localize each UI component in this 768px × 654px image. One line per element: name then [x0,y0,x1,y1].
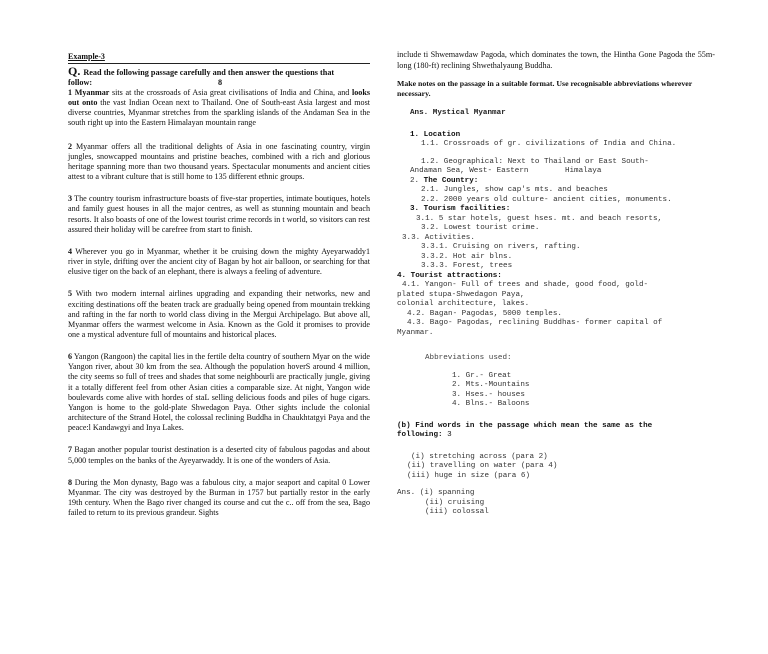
paragraph-text: sits at the crossroads of Asia great civilisations of India and China, and [109,88,353,97]
paragraph-1 [68,88,370,129]
notes-line: 3.2. Lowest tourist crime. [421,224,540,232]
paragraph-text: The country tourism infrastructure boasts of five-star properties, intimate boutiques, hotels and family guest houses in all the major centres, as well as stunning mountain and beach resorts. It also boasts of one of the lowest tourist crime records in t world, so visitors can rest assured their holiday will be carefree from start to finish. [68,194,370,234]
paragraph-text: Bagan another popular tourist destination is a deserted city of fabulous pagodas and about 5,000 temples on the banks of the Ayeyarwaddy. It is one of the wonders of Asia. [68,445,370,465]
abbreviation-item: 4. Blns.- Baloons [452,400,530,408]
answer-item: (ii) cruising [425,498,485,507]
passage-continuation: include ti Shwemawdaw Pagoda, which dominates the town, the Hintha Gone Pagoda the 55m-long (180-ft) reclining Shwethalyaung Buddha. [397,50,715,70]
notes-heading-attractions [397,272,715,282]
notes-line: 1.2. Geographical: Next to Thailand or East South- [421,157,649,166]
notes-line: 2.1. Jungles, show cap's mts. and beaches [421,186,608,194]
question-heading [68,66,370,78]
paragraph-text: the vast Indian Ocean next to Thailand. One of South-east Asia largest and most diverse countries, Myanmar stretches from the sparkling islands of the Andaman Sea in the south right up into the Eastern Himalayan mountain range [68,98,370,128]
paragraph-number: 4 [68,246,73,256]
paragraph-number: 5 [68,289,73,299]
answer-title: Ans. Mystical Myanmar [410,109,506,117]
paragraph-8 [68,478,370,519]
divider [68,63,370,64]
question-text: Read the following passage carefully and then answer the questions that [83,68,335,77]
paragraph-3 [68,194,370,235]
paragraph-number: 7 [68,445,73,455]
question-b-item: (ii) travelling on water (para 4) [407,462,558,470]
notes-line: 3.3.3. Forest, trees [421,262,513,270]
paragraph-6 [68,352,370,433]
paragraph-bold-term: Myanmar [74,88,110,97]
notes-heading-location [410,131,715,141]
paragraph-number: 6 [68,352,73,362]
paragraph-2 [68,142,370,183]
paragraph-text: During the Mon dynasty, Bago was a fabulous city, a major seaport and capital 0 Lower Myanmar. The city was destroyed by the Burman in 1757 but partially restor in the early 19th century. When the Bago river changed its course and cut the c.. off from the sea, Bago failed to return to its previous grandeur. Sights [68,477,370,518]
notes-heading-number: 2. [410,176,424,185]
notes-instruction: Make notes on the passage in a suitable format. Use recognisable abbreviations wherever necessary. [397,79,693,98]
notes-heading-text: 4. Tourist attractions: [397,271,502,280]
paragraph-number: 1 [68,88,73,97]
notes-line: 3.1. 5 star hotels, guest hses. mt. and beach resorts, [416,214,663,223]
question-marks: 8 [218,78,223,87]
abbreviation-item: 3. Hses.- houses [452,390,525,399]
paragraph-number: 2 [68,141,73,151]
notes-heading-country [410,177,715,187]
notes-heading-text: The Country: [423,176,479,185]
paragraph-4 [68,247,370,277]
notes-heading-tourism [410,205,715,215]
right-column [397,50,715,518]
question-follow-row [68,78,370,88]
notes-line: plated stupa-Shwedagon Paya, [397,290,525,299]
paragraph-number: 8 [68,477,73,487]
notes-line: Myanmar. [397,328,434,337]
question-b-item: (iii) huge in size (para 6) [407,471,531,480]
notes-heading-text: 3. Tourism facilities: [410,205,511,213]
answer-item: (iii) colossal [425,508,489,516]
notes-line: 3.3.1. Cruising on rivers, rafting. [421,243,581,251]
answer-row-1 [397,489,715,499]
question-mark: Q. [68,64,81,78]
question-b-item: (i) stretching across (para 2) [411,452,548,461]
notes-line: 4.2. Bagan- Pagodas, 5000 temples. [407,309,562,318]
question-b-text: following: [397,431,443,439]
notes-heading-text: 1. Location [410,130,461,139]
paragraph-text: With two modern internal airlines upgrading and expanding their networks, new and exciting destinations off the beaten track are gradually being opened from mountain trekking and rafting in the far north to world class diving in the Mergui Archipelago. But above all, Myanmar offers the warmest welcome in Asia. Known as the Gold it promises to provide one a mystical adventure full of mountains and historical places. [68,289,370,339]
notes-line: Andaman Sea, West- Eastern Himalaya [410,167,602,175]
abbreviations-title: Abbreviations used: [425,354,512,362]
paragraph-number: 3 [68,194,73,204]
abbreviation-item: 2. Mts.-Mountains [452,381,530,389]
paragraph-text: Yangon (Rangoon) the capital lies in the fertile delta country of southern Myar on the wide Yangon river, about 30 km from the sea. Although the population hoverS around 4 million, the city seems so full of trees and shades that some neighbourli are practically jungle, giving it a totally different feel from other Asian cities a comparable size. At night, Yangon wide boulevards come alive with hordes of staL selling delicious foods and piles of huge cigars. Yangon is home to the gold-plate Shwedagon Paya. Other sights include the colonial architecture of the Strand Hotel, the colossal reclining Buddha in Chaukhtatgyi Paya and the peace:l Kandawgyi and Inya Lakes. [68,352,370,433]
paragraph-7 [68,445,370,465]
paragraph-text: Wherever you go in Myanmar, whether it be cruising down the mighty Ayeyarwaddy1 river in style, drifting over the ancient city of Bagan by hot air balloon, or searching for that elusive tiger on the back of an elephant, there is always a feeling of adventure. [68,246,370,277]
answer-label: Ans. [397,489,416,497]
notes-line: 1.1. Crossroads of gr. civilizations of India and China. [421,140,677,148]
paragraph-text: Myanmar offers all the traditional delights of Asia in one fascinating country, virgin jungles, snowcapped mountains and pristine beaches, combined with a rich and glorious heritage spanning more than two thousand years. Spectacular monuments and ancient cities attest to a vibrant culture that is still home to 135 different ethnic groups. [68,141,370,182]
notes-line: 2.2. 2000 years old culture- ancient cities, monuments. [421,195,672,204]
notes-line: 4.3. Bago- Pagodas, reclining Buddhas- former capital of [407,319,663,327]
notes-line: 3.3.2. Hot air blns. [421,252,513,261]
notes-line: 4.1. Yangon- Full of trees and shade, good food, gold- [402,281,649,289]
notes-line: 3.3. Activities. [402,233,475,242]
question-b-marks: 3 [447,431,452,439]
paragraph-5 [68,289,370,340]
abbreviation-item: 1. Gr.- Great [452,371,512,380]
notes-line: colonial architecture, lakes. [397,300,530,308]
question-b-heading: (b) Find words in the passage which mean the same as the [397,421,653,430]
example-title: Example-3 [68,52,105,61]
answer-item: (i) spanning [419,489,475,497]
paragraph-bold-term: looks out onto [68,88,371,108]
question-b-heading-2 [397,431,715,441]
question-follow: follow: [68,78,93,87]
left-column [68,52,370,530]
